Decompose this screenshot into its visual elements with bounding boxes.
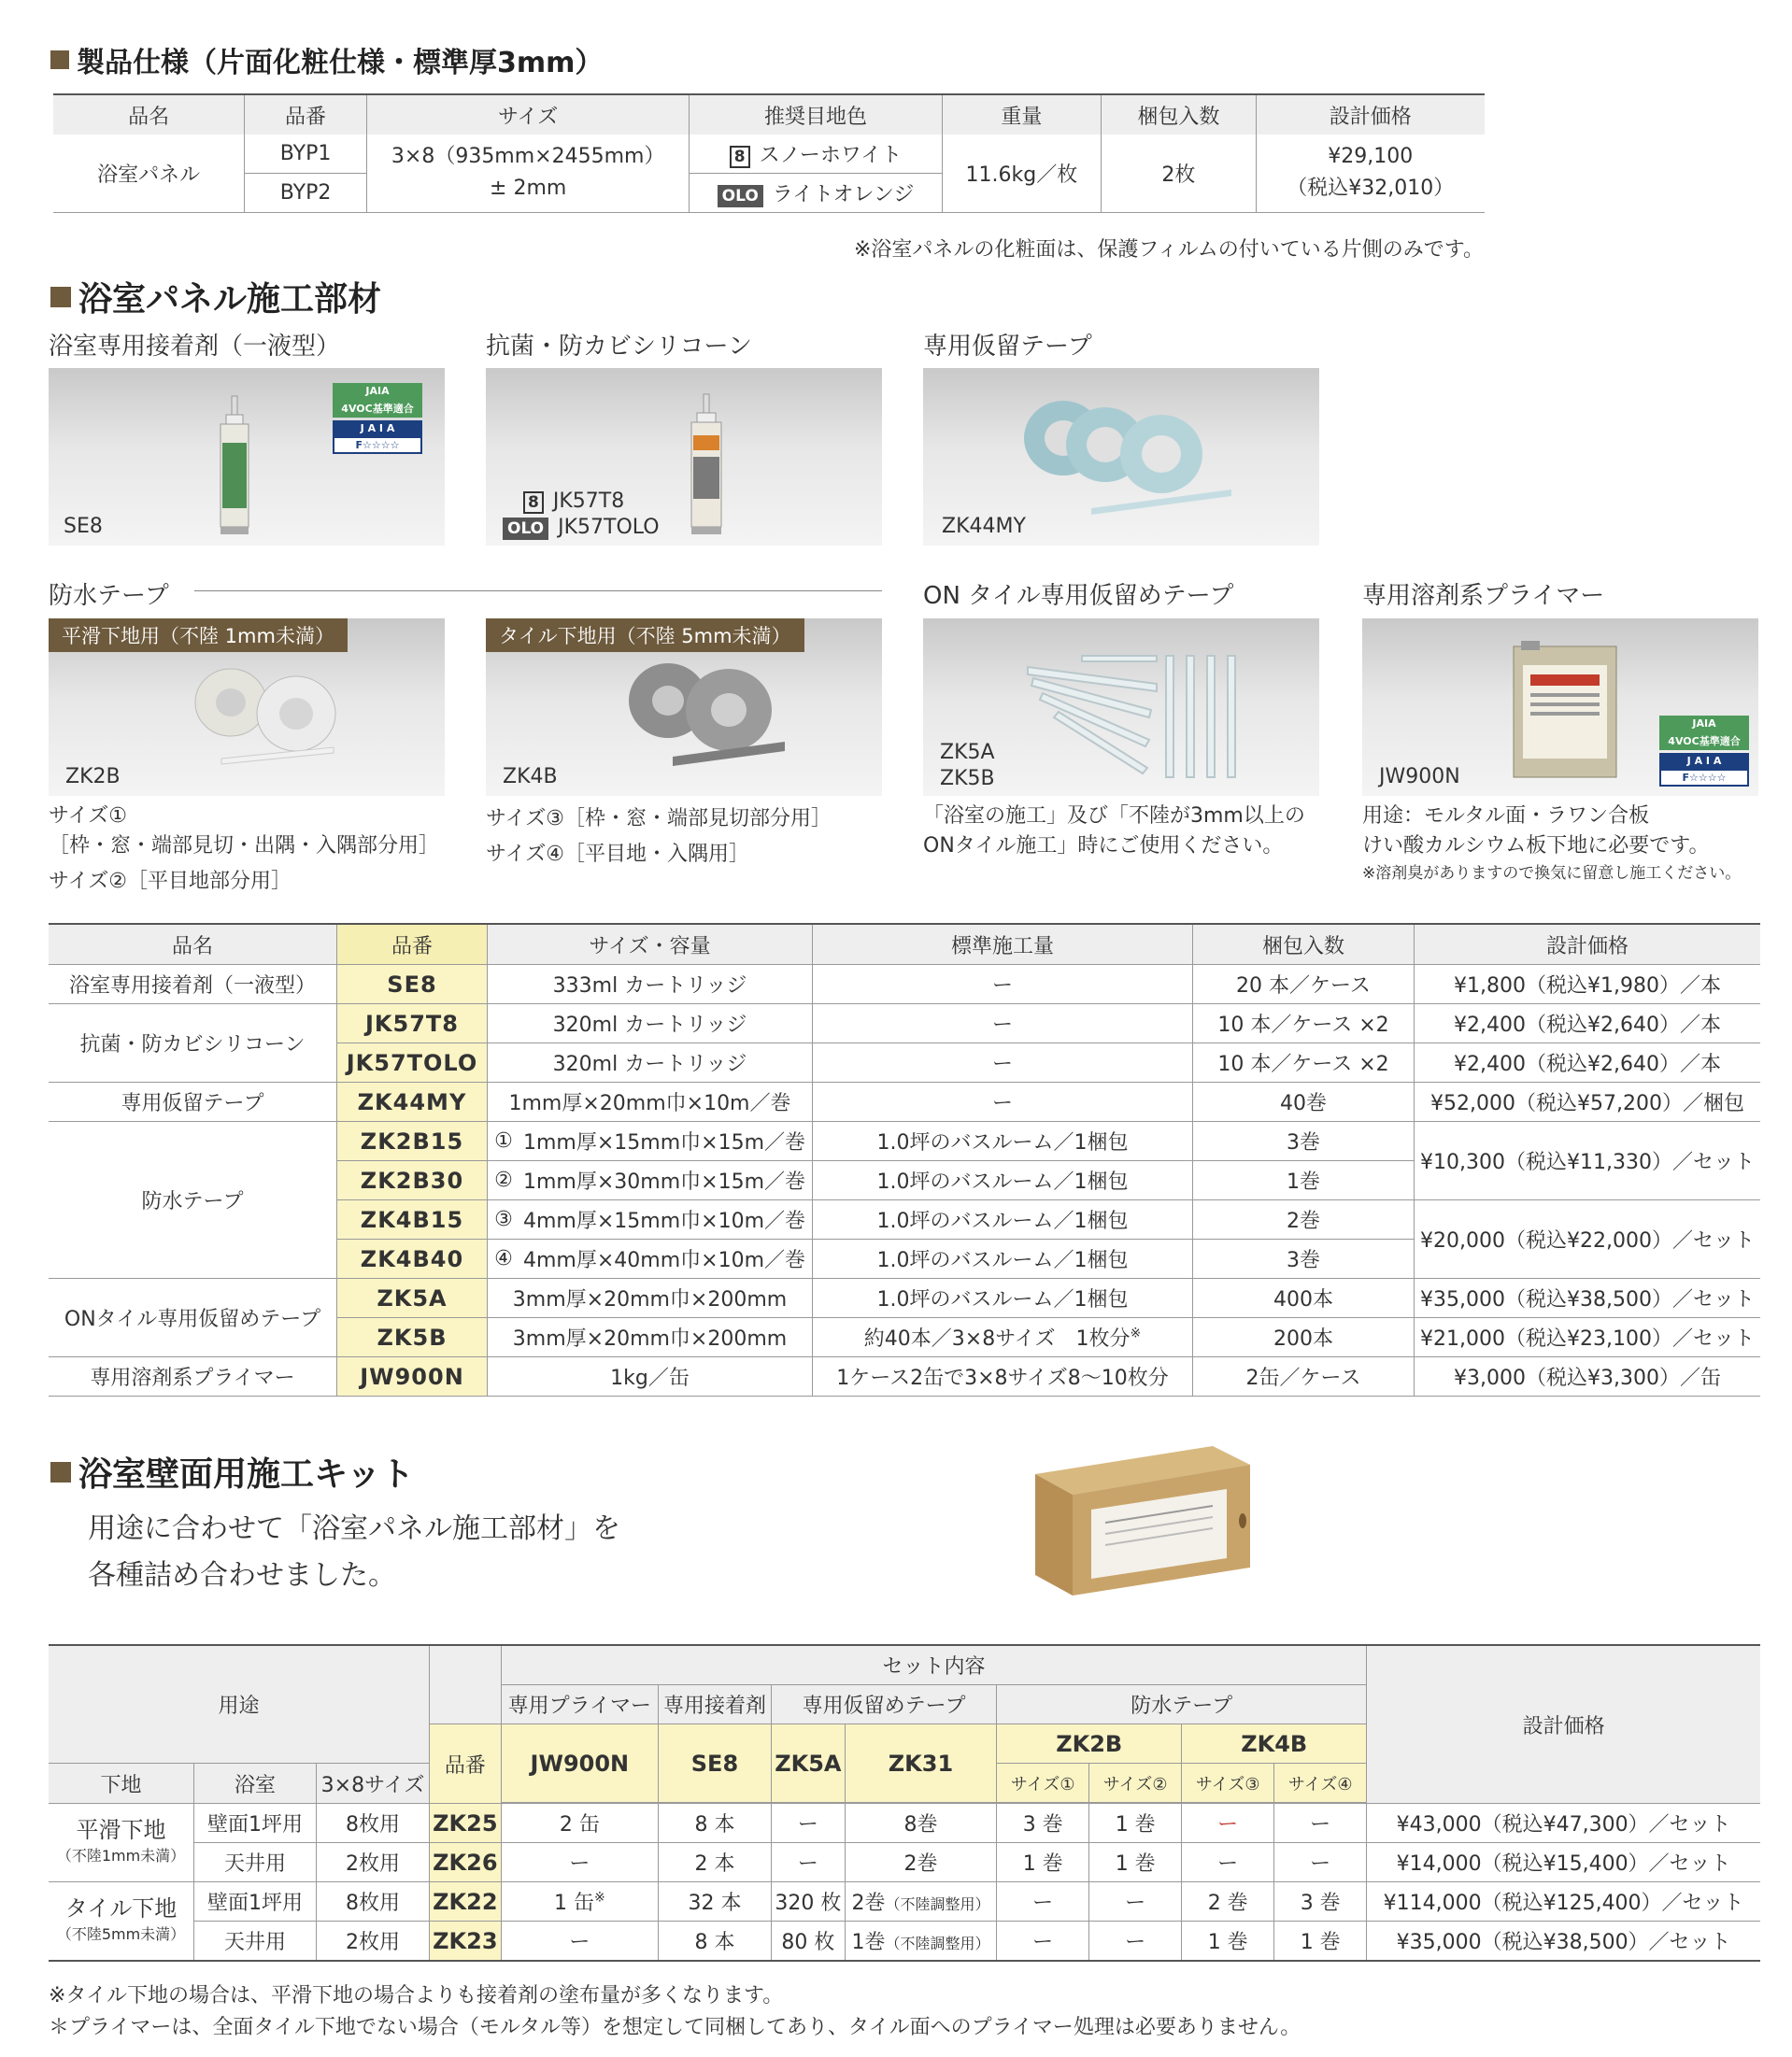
cell-pack: 40巻: [1193, 1083, 1415, 1122]
cardboard-box-icon: [1026, 1437, 1255, 1597]
cell-price: ¥21,000（税込¥23,100）／セット: [1415, 1318, 1761, 1357]
product-size: [366, 135, 690, 212]
th-price: 設計価格: [1367, 1645, 1760, 1804]
price-line2: （税込¥32,010）: [1287, 177, 1455, 201]
cell-price: ¥2,400（税込¥2,640）／本: [1415, 1004, 1761, 1043]
product-code: BYP2: [245, 173, 367, 212]
size-note: [49, 802, 439, 897]
jaia-text: J A I A: [333, 420, 422, 436]
cell-code: ZK4B15: [337, 1200, 488, 1240]
cell-amount: ー: [813, 965, 1193, 1004]
th-pack: 梱包入数: [1193, 924, 1415, 965]
cell-size: 4mm厚×15mm巾×10m／巻: [519, 1200, 813, 1240]
section-title-text: 浴室パネル施工部材: [78, 280, 382, 319]
note-line: ［枠・窓・端部見切・出隅・入隅部分用］: [49, 834, 440, 858]
product-label: ZK44MY: [942, 515, 1026, 538]
cell-price: ¥20,000（税込¥22,000）／セット: [1415, 1200, 1761, 1279]
cell-bath: 壁面1坪用: [194, 1804, 317, 1843]
th-blank: [430, 1645, 502, 1724]
product-code: JK57TOLO: [558, 516, 660, 539]
product-weight: 11.6kg／枚: [942, 135, 1102, 212]
zk31-text: 1巻: [851, 1931, 886, 1954]
jaia-text: J A I A: [1659, 753, 1749, 769]
kit-box-image: [1026, 1437, 1255, 1597]
cell-amount: 1.0坪のバスルーム／1梱包: [813, 1161, 1193, 1200]
zk31-sub: （不陸調整用）: [885, 1895, 990, 1913]
cell-amount: 1ケース2缶で3×8サイズ8〜10枚分: [813, 1357, 1193, 1397]
cell-base: [49, 1804, 194, 1882]
cell-size: 1mm厚×15mm巾×15m／巻: [519, 1122, 813, 1161]
table-row: [49, 1122, 1760, 1161]
cell-code: ZK5B: [337, 1318, 488, 1357]
product-photo-zk4b: [486, 618, 882, 796]
cell-price: ¥35,000（税込¥38,500）／セット: [1415, 1279, 1761, 1318]
cell-bath: 天井用: [194, 1843, 317, 1882]
table-row: [49, 1083, 1760, 1122]
cell-size-number: ③: [488, 1200, 520, 1240]
cell-pack: 3巻: [1193, 1122, 1415, 1161]
note-line: サイズ②［平目地部分用］: [49, 870, 292, 893]
th-use: 用途: [49, 1645, 430, 1764]
section-title-text: 浴室壁面用施工キット: [78, 1455, 415, 1494]
cell-code: ZK2B15: [337, 1122, 488, 1161]
cell-name: 防水テープ: [49, 1122, 337, 1279]
cell-zk5a: 320 枚: [771, 1882, 845, 1922]
note-line: ONタイル施工」時にご使用ください。: [923, 834, 1284, 858]
jaia-text: 4VOC基準適合: [333, 399, 422, 418]
base-label: 平滑下地: [76, 1816, 166, 1843]
table-row: [49, 1004, 1760, 1043]
section-title-text: 製品仕様（片面化粧仕様・標準厚3mm）: [77, 47, 604, 79]
color-name: スノーホワイト: [759, 143, 903, 167]
product-title: 専用溶剤系プライマー: [1362, 582, 1605, 610]
cell-size: 2枚用: [317, 1843, 430, 1882]
cell-s4: 3 巻: [1274, 1882, 1367, 1922]
footnote-mark: ※: [1130, 1326, 1142, 1341]
product-photo-primer: [1362, 618, 1758, 796]
cell-amount: 1.0坪のバスルーム／1梱包: [813, 1240, 1193, 1279]
product-price: [1256, 135, 1485, 212]
cell-s3: 2 巻: [1182, 1882, 1274, 1922]
jw-text: 1 缶: [553, 1892, 594, 1915]
cell-code: SE8: [337, 965, 488, 1004]
cell-s3: ー: [1182, 1843, 1274, 1882]
product-photo-zk5: [923, 618, 1319, 796]
cell-size-number: ②: [488, 1161, 520, 1200]
th-zk5a: ZK5A: [771, 1724, 845, 1803]
product-title: 抗菌・防カビシリコーン: [486, 333, 752, 361]
spec-note: ※浴室パネルの化粧面は、保護フィルムの付いている片側のみです。: [853, 238, 1484, 262]
product-title: 浴室専用接着剤（一液型）: [49, 333, 341, 361]
product-code: JK57T8: [552, 489, 625, 513]
cell-size: 320ml カートリッジ: [488, 1043, 813, 1083]
th-zk4b: ZK4B: [1182, 1724, 1367, 1764]
cell-jw: ー: [501, 1922, 658, 1962]
cell-code: JK57T8: [337, 1004, 488, 1043]
cell-s1: ー: [997, 1922, 1089, 1962]
square-bullet-icon: [50, 1462, 71, 1482]
cell-s4: ー: [1274, 1843, 1367, 1882]
cell-se: 8 本: [658, 1922, 771, 1962]
square-bullet-icon: [50, 287, 71, 307]
th-primer: 専用プライマー: [501, 1685, 658, 1724]
note-line: サイズ③［枠・窓・端部見切部分用］: [486, 807, 832, 830]
cell-size: 8枚用: [317, 1882, 430, 1922]
th-temp-tape: 専用仮留めテープ: [771, 1685, 996, 1724]
cell-zk5a: ー: [771, 1843, 845, 1882]
product-photo-tape: [923, 368, 1319, 546]
jaia-text: JAIA: [333, 383, 422, 399]
cell-price: ¥114,000（税込¥125,400）／セット: [1367, 1882, 1760, 1922]
cell-code: JW900N: [337, 1357, 488, 1397]
th-size1: サイズ①: [997, 1764, 1089, 1803]
product-photo-silicone: [486, 368, 882, 546]
kit-table: [49, 1644, 1760, 1962]
spec-table: [53, 93, 1485, 213]
table-row: [49, 1357, 1760, 1397]
cell-size: 1mm厚×30mm巾×15m／巻: [519, 1161, 813, 1200]
cell-bath: 壁面1坪用: [194, 1882, 317, 1922]
note-line: サイズ④［平目地・入隅用］: [486, 843, 749, 866]
materials-table: [49, 923, 1760, 1397]
cell-size: 2枚用: [317, 1922, 430, 1962]
cell-amount: ー: [813, 1083, 1193, 1122]
product-title: 専用仮留テープ: [923, 333, 1092, 361]
cell-size: 3mm厚×20mm巾×200mm: [488, 1279, 813, 1318]
th-adhesive: 専用接着剤: [658, 1685, 771, 1724]
cell-size: 4mm厚×40mm巾×10m／巻: [519, 1240, 813, 1279]
base-label: タイル下地: [64, 1894, 178, 1922]
product-label: [503, 516, 660, 540]
cell-s2: 1 巻: [1089, 1804, 1182, 1843]
cell-size: 8枚用: [317, 1804, 430, 1843]
cell-name: ONタイル専用仮留めテープ: [49, 1279, 337, 1357]
table-row: [49, 965, 1760, 1004]
cell-s4: 1 巻: [1274, 1922, 1367, 1962]
desc-line: 用途に合わせて「浴室パネル施工部材」を: [88, 1512, 620, 1545]
table-row: [49, 1882, 1760, 1922]
cell-s1: 3 巻: [997, 1804, 1089, 1843]
cell-price: ¥2,400（税込¥2,640）／本: [1415, 1043, 1761, 1083]
th-size2: サイズ②: [1089, 1764, 1182, 1803]
product-label: ZK5A: [940, 741, 995, 764]
cell-bath: 天井用: [194, 1922, 317, 1962]
cell-amount: ー: [813, 1004, 1193, 1043]
cell-size: 3mm厚×20mm巾×200mm: [488, 1318, 813, 1357]
size-line1: 3×8（935mm×2455mm）: [391, 145, 665, 169]
cell-jw: ー: [501, 1843, 658, 1882]
cell-amount: ー: [813, 1043, 1193, 1083]
cell-pack: 1巻: [1193, 1161, 1415, 1200]
cell-price: ¥35,000（税込¥38,500）／セット: [1367, 1922, 1760, 1962]
th-amount: 標準施工量: [813, 924, 1193, 965]
th-qty: 梱包入数: [1102, 94, 1256, 135]
product-photo-se8: [49, 368, 445, 546]
product-title: 防水テープ: [49, 582, 169, 610]
th-price: 設計価格: [1256, 94, 1485, 135]
product-label: ZK4B: [503, 765, 558, 788]
section-title-materials: [50, 273, 381, 320]
jaia-badge-icon: [333, 383, 422, 454]
jaia-text: 4VOC基準適合: [1659, 731, 1749, 750]
th-jw900n: JW900N: [501, 1724, 658, 1803]
cell-se: 32 本: [658, 1882, 771, 1922]
cell-name: 専用溶剤系プライマー: [49, 1357, 337, 1397]
note-line: けい酸カルシウム板下地に必要です。: [1362, 834, 1710, 858]
cell-pack: 2巻: [1193, 1200, 1415, 1240]
table-row: [49, 1922, 1760, 1962]
divider-line: [194, 590, 882, 591]
product-name: 浴室パネル: [53, 135, 245, 212]
th-name: 品名: [49, 924, 337, 965]
size-note: [486, 802, 832, 872]
cell-size: 1mm厚×20mm巾×10m／巻: [488, 1083, 813, 1122]
color-chip: 8: [523, 491, 544, 514]
usage-note: [1362, 802, 1741, 886]
th-code: 品番: [337, 924, 488, 965]
cell-price: ¥1,800（税込¥1,980）／本: [1415, 965, 1761, 1004]
footnote-line: ※タイル下地の場合は、平滑下地の場合よりも接着剤の塗布量が多くなります。: [49, 1984, 784, 2007]
cell-price: ¥3,000（税込¥3,300）／缶: [1415, 1357, 1761, 1397]
cell-pack: 3巻: [1193, 1240, 1415, 1279]
cell-code: ZK5A: [337, 1279, 488, 1318]
cell-code: ZK4B40: [337, 1240, 488, 1279]
cell-amount: [813, 1318, 1193, 1357]
usage-note: [923, 802, 1305, 861]
cell-zk31: 2巻: [845, 1843, 996, 1882]
cell-s2: 1 巻: [1089, 1843, 1182, 1882]
th-size4: サイズ④: [1274, 1764, 1367, 1803]
product-label: JW900N: [1379, 765, 1460, 788]
product-qty: 2枚: [1102, 135, 1256, 212]
zk31-sub: （不陸調整用）: [885, 1935, 990, 1952]
jaia-text: F☆☆☆☆: [333, 436, 422, 454]
cell-price: ¥43,000（税込¥47,300）／セット: [1367, 1804, 1760, 1843]
th-bath: 浴室: [194, 1764, 317, 1804]
joint-color: [690, 135, 942, 173]
product-title: ON タイル専用仮留めテープ: [923, 582, 1234, 610]
section-title-kit: [50, 1448, 414, 1496]
cell-code: ZK44MY: [337, 1083, 488, 1122]
cell-s3: ー: [1182, 1804, 1274, 1843]
cell-name: 浴室専用接着剤（一液型）: [49, 965, 337, 1004]
product-label: ZK2B: [65, 765, 121, 788]
footnote-line: ＊プライマーは、全面タイル下地でない場合（モルタル等）を想定して同梱してあり、タイル面へのプライマー処理は必要ありません。: [49, 2016, 1301, 2039]
amount-text: 約40本／3×8サイズ 1枚分: [863, 1327, 1131, 1351]
jaia-badge-icon: [1659, 716, 1749, 787]
cell-price: ¥14,000（税込¥15,400）／セット: [1367, 1843, 1760, 1882]
square-bullet-icon: [50, 50, 69, 69]
cell-pack: 10 本／ケース ×2: [1193, 1004, 1415, 1043]
cell-zk5a: 80 枚: [771, 1922, 845, 1962]
cell-size: 333ml カートリッジ: [488, 965, 813, 1004]
cell-amount: 1.0坪のバスルーム／1梱包: [813, 1279, 1193, 1318]
cell-amount: 1.0坪のバスルーム／1梱包: [813, 1200, 1193, 1240]
note-line: 「浴室の施工」及び「不陸が3mm以上の: [923, 804, 1305, 828]
price-line1: ¥29,100: [1328, 145, 1414, 169]
color-name: ライトオレンジ: [772, 182, 915, 206]
th-waterproof: 防水テープ: [997, 1685, 1367, 1724]
cell-size-number: ①: [488, 1122, 520, 1161]
cell-base: [49, 1882, 194, 1962]
cell-pack: 2缶／ケース: [1193, 1357, 1415, 1397]
cell-s3: 1 巻: [1182, 1922, 1274, 1962]
table-row: [49, 1843, 1760, 1882]
product-code: BYP1: [245, 135, 367, 173]
cell-s4: ー: [1274, 1804, 1367, 1843]
th-size3: サイズ③: [1182, 1764, 1274, 1803]
th-name: 品名: [53, 94, 245, 135]
cell-name: 抗菌・防カビシリコーン: [49, 1004, 337, 1083]
cell-code: JK57TOLO: [337, 1043, 488, 1083]
th-zk31: ZK31: [845, 1724, 996, 1803]
cell-se: 2 本: [658, 1843, 771, 1882]
jaia-text: JAIA: [1659, 716, 1749, 731]
product-photo-zk2b: [49, 618, 445, 796]
cell-jw: 2 缶: [501, 1804, 658, 1843]
th-zk2b: ZK2B: [997, 1724, 1182, 1764]
usage-badge: 平滑下地用（不陸 1mm未満）: [49, 618, 348, 652]
base-sublabel: （不陸5mm未満）: [56, 1924, 186, 1943]
cell-size-number: ④: [488, 1240, 520, 1279]
cell-amount: 1.0坪のバスルーム／1梱包: [813, 1122, 1193, 1161]
cell-code: ZK23: [430, 1922, 502, 1962]
cell-price: ¥52,000（税込¥57,200）／梱包: [1415, 1083, 1761, 1122]
th-se8: SE8: [658, 1724, 771, 1803]
color-chip: OLO: [718, 185, 763, 207]
th-size: サイズ: [366, 94, 690, 135]
zk31-text: 2巻: [851, 1892, 886, 1915]
cell-s1: 1 巻: [997, 1843, 1089, 1882]
th-weight: 重量: [942, 94, 1102, 135]
th-set: セット内容: [501, 1645, 1366, 1685]
cell-s1: ー: [997, 1882, 1089, 1922]
desc-line: 各種詰め合わせました。: [88, 1559, 396, 1592]
th-code: 品番: [430, 1724, 502, 1804]
table-row: [49, 1804, 1760, 1843]
cell-code: ZK2B30: [337, 1161, 488, 1200]
cell-code: ZK26: [430, 1843, 502, 1882]
cell-price: ¥10,300（税込¥11,330）／セット: [1415, 1122, 1761, 1200]
cell-se: 8 本: [658, 1804, 771, 1843]
th-price: 設計価格: [1415, 924, 1761, 965]
cell-zk31: [845, 1922, 996, 1962]
th-color: 推奨目地色: [690, 94, 942, 135]
section-title-spec: [50, 39, 603, 80]
cell-jw: [501, 1882, 658, 1922]
jaia-text: F☆☆☆☆: [1659, 769, 1749, 787]
base-sublabel: （不陸1mm未満）: [56, 1846, 186, 1865]
cell-size: 1kg／缶: [488, 1357, 813, 1397]
th-size: サイズ・容量: [488, 924, 813, 965]
cell-pack: 200本: [1193, 1318, 1415, 1357]
cell-s2: ー: [1089, 1922, 1182, 1962]
cell-size: 320ml カートリッジ: [488, 1004, 813, 1043]
cell-pack: 10 本／ケース ×2: [1193, 1043, 1415, 1083]
cell-code: ZK25: [430, 1804, 502, 1843]
size-line2: ± 2mm: [490, 177, 567, 201]
th-size-3x8: 3×8サイズ: [317, 1764, 430, 1804]
color-chip: OLO: [503, 518, 548, 540]
footnote-mark: ※: [593, 1890, 605, 1906]
joint-color: [690, 173, 942, 212]
cell-zk31: 8巻: [845, 1804, 996, 1843]
kit-footnotes: [49, 1980, 1301, 2044]
product-label: SE8: [64, 515, 103, 538]
kit-description: [88, 1506, 620, 1599]
cell-zk31: [845, 1882, 996, 1922]
cell-zk5a: ー: [771, 1804, 845, 1843]
product-label: ZK5B: [940, 767, 995, 790]
usage-badge: タイル下地用（不陸 5mm未満）: [486, 618, 804, 652]
product-label: [523, 489, 624, 514]
note-line: ※溶剤臭がありますので換気に留意し施工ください。: [1362, 864, 1742, 883]
cell-s2: ー: [1089, 1882, 1182, 1922]
color-chip: 8: [730, 146, 750, 168]
cell-code: ZK22: [430, 1882, 502, 1922]
cell-pack: 400本: [1193, 1279, 1415, 1318]
note-line: 用途：モルタル面・ラワン合板: [1362, 804, 1650, 828]
th-code: 品番: [245, 94, 367, 135]
th-base: 下地: [49, 1764, 194, 1804]
note-line: サイズ①: [49, 804, 127, 828]
cell-pack: 20 本／ケース: [1193, 965, 1415, 1004]
table-row: [49, 1279, 1760, 1318]
cell-name: 専用仮留テープ: [49, 1083, 337, 1122]
